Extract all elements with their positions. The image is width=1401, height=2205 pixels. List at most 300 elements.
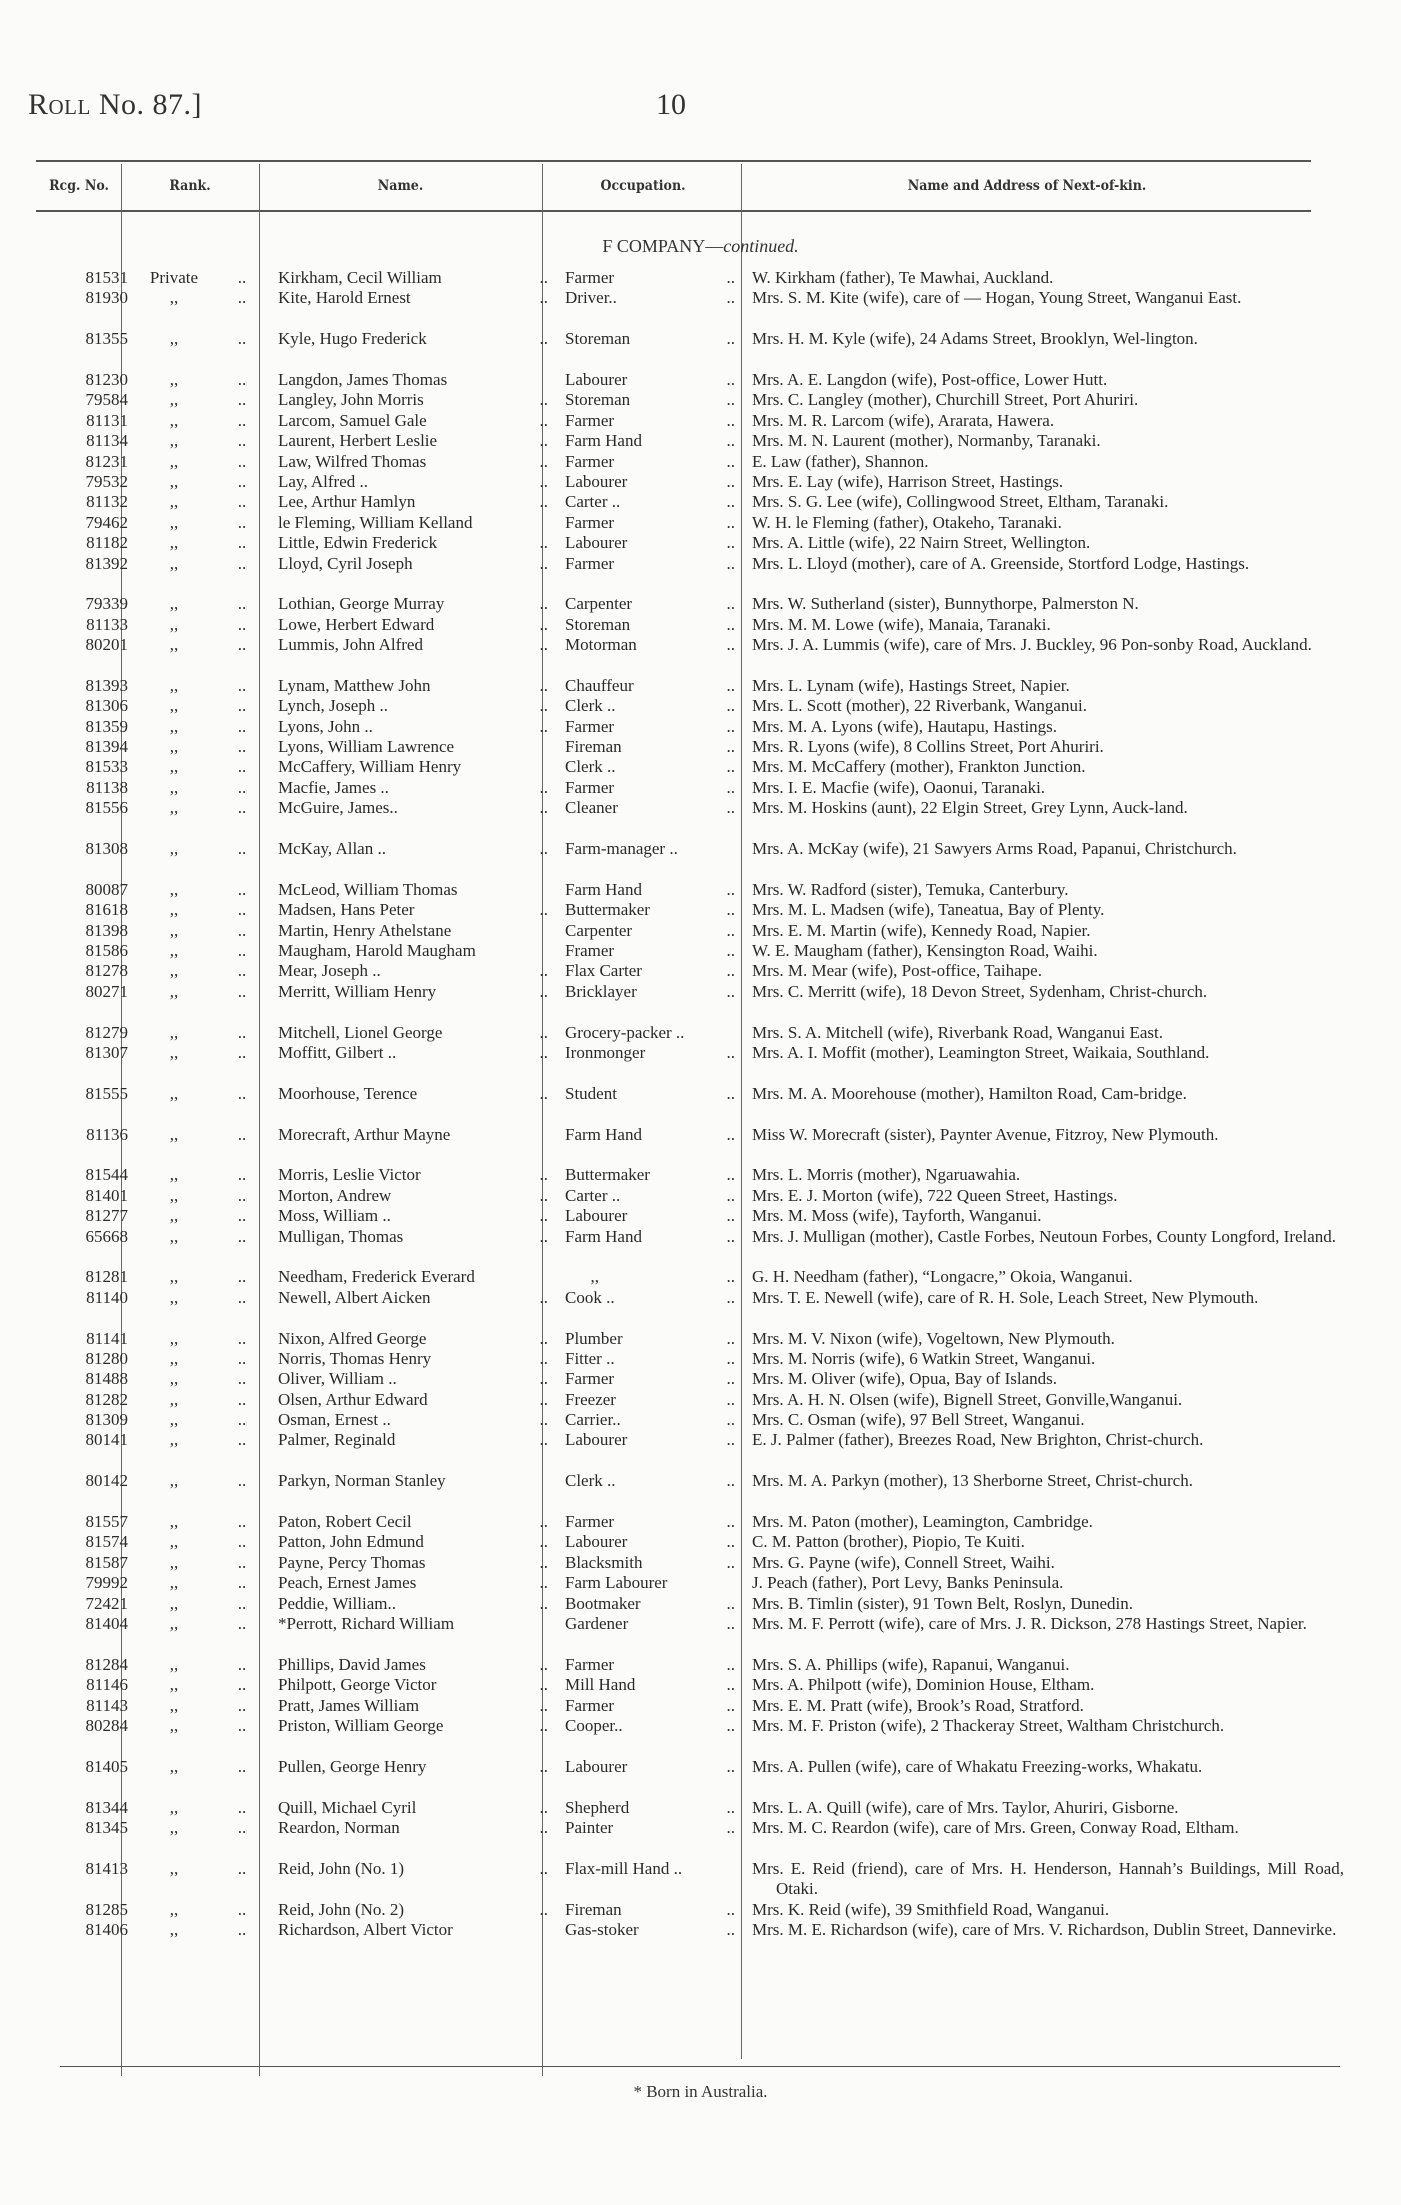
reg-number: 72421	[85, 1593, 128, 1613]
soldier-name: Lynam, Matthew John	[278, 675, 431, 695]
occupation: Cleaner	[565, 798, 618, 818]
reg-number: 81138	[86, 777, 128, 797]
soldier-name: Merritt, William Henry	[278, 981, 437, 1001]
name-leader-dots: ..	[539, 1083, 548, 1103]
rank-leader-dots: ..	[237, 268, 247, 287]
rank-leader-dots: ..	[237, 1410, 247, 1430]
occupation-leader-dots: ..	[726, 1532, 735, 1552]
next-of-kin-text: Mrs. A. H. N. Olsen (wife), Bignell Street, Gonville,Wanganui.	[752, 1389, 1183, 1409]
rank: ,,	[169, 1756, 179, 1776]
next-of-kin	[752, 1206, 1344, 1226]
next-of-kin	[752, 1410, 1344, 1430]
next-of-kin	[752, 1084, 1344, 1125]
soldier-name: Lyons, William Lawrence	[278, 737, 455, 757]
table-row	[0, 982, 1401, 1023]
occupation-leader-dots: ..	[726, 879, 735, 899]
occupation-leader-dots: ..	[726, 1817, 735, 1837]
soldier-name: Pullen, George Henry	[278, 1756, 427, 1776]
reg-number: 81231	[85, 451, 128, 471]
rank: ,,	[169, 635, 179, 655]
next-of-kin	[752, 390, 1344, 410]
rank: ,,	[169, 1267, 179, 1287]
name-leader-dots: ..	[539, 533, 548, 553]
occupation-leader-dots: ..	[726, 900, 735, 920]
occupation-leader-dots: ..	[726, 1083, 735, 1103]
occupation-leader-dots: ..	[726, 757, 735, 777]
occupation-leader-dots: ..	[726, 1369, 735, 1389]
occupation-leader-dots: ..	[726, 1756, 735, 1776]
occupation: Farm Hand	[565, 1124, 642, 1144]
occupation-leader-dots: ..	[726, 1165, 735, 1185]
rank: ,,	[169, 1512, 179, 1532]
next-of-kin	[752, 961, 1344, 981]
next-of-kin	[752, 1512, 1344, 1532]
roll-title	[28, 88, 202, 122]
occupation-leader-dots: ..	[726, 1206, 735, 1226]
soldier-name: Morris, Leslie Victor	[278, 1165, 421, 1185]
reg-number: 81136	[86, 1124, 128, 1144]
next-of-kin-text: W. Kirkham (father), Te Mawhai, Auckland.	[752, 268, 1054, 287]
rank: ,,	[169, 1797, 179, 1817]
name-leader-dots: ..	[539, 1552, 548, 1572]
occupation-leader-dots: ..	[726, 1593, 735, 1613]
name-leader-dots: ..	[539, 594, 548, 614]
occupation-leader-dots: ..	[726, 533, 735, 553]
table-row	[0, 1369, 1401, 1389]
soldier-name: Mulligan, Thomas	[278, 1226, 404, 1246]
rank: ,,	[169, 1328, 179, 1348]
table-bottom-rule	[60, 2066, 1340, 2067]
reg-number: 81555	[85, 1083, 128, 1103]
rank: ,,	[169, 1695, 179, 1715]
rank-leader-dots: ..	[237, 492, 247, 512]
next-of-kin-text: Mrs. W. Sutherland (sister), Bunnythorpe, Palmerston N.	[752, 594, 1139, 614]
table-row	[0, 1390, 1401, 1410]
reg-number: 81618	[85, 900, 128, 920]
reg-number: 81280	[85, 1348, 128, 1368]
soldier-name: Parkyn, Norman Stanley	[278, 1471, 446, 1491]
soldier-name: Madsen, Hans Peter	[278, 900, 415, 920]
next-of-kin	[752, 839, 1344, 880]
occupation-leader-dots: ..	[726, 268, 735, 287]
next-of-kin	[752, 921, 1344, 941]
table-row	[0, 1165, 1401, 1185]
next-of-kin	[752, 941, 1344, 961]
reg-number: 81488	[85, 1369, 128, 1389]
rank-leader-dots: ..	[237, 1675, 247, 1695]
occupation: Farm Hand	[565, 1226, 642, 1246]
next-of-kin	[752, 370, 1344, 390]
occupation: Bricklayer	[565, 981, 637, 1001]
table-row	[0, 1267, 1401, 1287]
table-row	[0, 390, 1401, 410]
occupation: ,,	[565, 1267, 599, 1287]
next-of-kin-text: Mrs. A. I. Moffit (mother), Leamington Street, Waikaia, Southland.	[752, 1042, 1210, 1062]
occupation: Farmer	[565, 451, 615, 471]
table-row	[0, 717, 1401, 737]
soldier-name: Morecraft, Arthur Mayne	[278, 1124, 451, 1144]
next-of-kin-text: Mrs. S. G. Lee (wife), Collingwood Street, Eltham, Taranaki.	[752, 492, 1169, 512]
soldier-name: Morton, Andrew	[278, 1185, 392, 1205]
reg-number: 81282	[85, 1389, 128, 1409]
table-row	[0, 1594, 1401, 1614]
rank: ,,	[169, 369, 179, 389]
next-of-kin-text: Mrs. H. M. Kyle (wife), 24 Adams Street, Brooklyn, Wel-lington.	[752, 329, 1198, 349]
reg-number: 81182	[86, 533, 128, 553]
occupation: Fireman	[565, 1899, 622, 1919]
reg-number: 81141	[86, 1328, 128, 1348]
next-of-kin	[752, 1430, 1344, 1471]
next-of-kin	[752, 268, 1344, 288]
rank-leader-dots: ..	[237, 900, 247, 920]
next-of-kin-text: Mrs. M. A. Moorehouse (mother), Hamilton Road, Cam-bridge.	[752, 1083, 1187, 1103]
table-row	[0, 1125, 1401, 1166]
rank: ,,	[169, 431, 179, 451]
rank-leader-dots: ..	[237, 614, 247, 634]
occupation: Carrier..	[565, 1410, 621, 1430]
rank-leader-dots: ..	[237, 1573, 247, 1593]
reg-number: 81278	[85, 961, 128, 981]
rank-leader-dots: ..	[237, 839, 247, 859]
name-leader-dots: ..	[539, 288, 548, 308]
header-rank: Rank.	[169, 178, 211, 194]
table-row	[0, 961, 1401, 981]
name-leader-dots: ..	[539, 492, 548, 512]
next-of-kin	[752, 1594, 1344, 1614]
rank-leader-dots: ..	[237, 1348, 247, 1368]
table-row	[0, 1920, 1401, 1961]
soldier-name: Mitchell, Lionel George	[278, 1022, 443, 1042]
occupation-leader-dots: ..	[726, 981, 735, 1001]
rank: ,,	[169, 1042, 179, 1062]
soldier-name: Payne, Percy Thomas	[278, 1552, 426, 1572]
occupation: Farmer	[565, 268, 615, 287]
occupation-leader-dots: ..	[726, 1654, 735, 1674]
table-row	[0, 696, 1401, 716]
soldier-name: Olsen, Arthur Edward	[278, 1389, 428, 1409]
table-row	[0, 594, 1401, 614]
occupation: Flax Carter	[565, 961, 642, 981]
occupation-leader-dots: ..	[726, 675, 735, 695]
next-of-kin-text: Mrs. E. Reid (friend), care of Mrs. H. Henderson, Hannah’s Buildings, Mill Road, Otaki.	[752, 1858, 1344, 1899]
next-of-kin	[752, 1818, 1344, 1859]
next-of-kin-text: Mrs. E. Lay (wife), Harrison Street, Hastings.	[752, 471, 1064, 491]
next-of-kin-text: Mrs. M. F. Perrott (wife), care of Mrs. J. R. Dickson, 278 Hastings Street, Napier.	[752, 1614, 1307, 1633]
rank-leader-dots: ..	[237, 369, 247, 389]
soldier-name: Moss, William ..	[278, 1206, 391, 1226]
next-of-kin-text: Mrs. M. A. Lyons (wife), Hautapu, Hastings.	[752, 716, 1058, 736]
name-leader-dots: ..	[539, 1858, 548, 1878]
occupation: Chauffeur	[565, 675, 634, 695]
rank: ,,	[169, 716, 179, 736]
table-row	[0, 370, 1401, 390]
next-of-kin-text: Mrs. A. Pullen (wife), care of Whakatu Freezing-works, Whakatu.	[752, 1756, 1203, 1776]
table-row	[0, 431, 1401, 451]
table-row	[0, 1859, 1401, 1900]
occupation-leader-dots: ..	[726, 1287, 735, 1307]
occupation: Storeman	[565, 329, 631, 349]
table-row	[0, 329, 1401, 370]
reg-number: 81404	[85, 1614, 128, 1633]
reg-number: 81309	[85, 1410, 128, 1430]
occupation-leader-dots: ..	[726, 961, 735, 981]
rank-leader-dots: ..	[237, 1797, 247, 1817]
reg-number: 81587	[85, 1552, 128, 1572]
next-of-kin	[752, 329, 1344, 370]
table-row	[0, 757, 1401, 777]
next-of-kin-text: Miss W. Morecraft (sister), Paynter Avenue, Fitzroy, New Plymouth.	[752, 1124, 1219, 1144]
occupation: Farm Hand	[565, 431, 642, 451]
table-row	[0, 737, 1401, 757]
next-of-kin-text: J. Peach (father), Port Levy, Banks Peninsula.	[752, 1573, 1064, 1593]
rank: ,,	[169, 777, 179, 797]
table-row	[0, 676, 1401, 696]
soldier-name: Reid, John (No. 2)	[278, 1899, 405, 1919]
rank-leader-dots: ..	[237, 696, 247, 716]
occupation-leader-dots: ..	[726, 635, 735, 655]
reg-number: 81284	[85, 1654, 128, 1674]
rank-leader-dots: ..	[237, 1042, 247, 1062]
occupation: Fitter ..	[565, 1348, 615, 1368]
next-of-kin-text: Mrs. M. L. Madsen (wife), Taneatua, Bay of Plenty.	[752, 900, 1105, 920]
occupation-leader-dots: ..	[726, 1226, 735, 1246]
name-leader-dots: ..	[539, 1042, 548, 1062]
rank: ,,	[169, 737, 179, 757]
next-of-kin-text: Mrs. L. Lloyd (mother), care of A. Greenside, Stortford Lodge, Hastings.	[752, 553, 1250, 573]
reg-number: 81140	[86, 1287, 128, 1307]
occupation-leader-dots: ..	[726, 471, 735, 491]
table-row	[0, 900, 1401, 920]
next-of-kin	[752, 1023, 1344, 1043]
table-row	[0, 1675, 1401, 1695]
rank-leader-dots: ..	[237, 1328, 247, 1348]
occupation: Farmer	[565, 777, 615, 797]
occupation-leader-dots: ..	[726, 1471, 735, 1491]
next-of-kin-text: Mrs. B. Timlin (sister), 91 Town Belt, Roslyn, Dunedin.	[752, 1593, 1134, 1613]
next-of-kin	[752, 1227, 1344, 1268]
occupation-leader-dots: ..	[726, 1328, 735, 1348]
rank: ,,	[169, 1654, 179, 1674]
soldier-name: Kite, Harold Ernest	[278, 288, 411, 308]
name-leader-dots: ..	[539, 1369, 548, 1389]
name-leader-dots: ..	[539, 900, 548, 920]
next-of-kin-text: Mrs. M. N. Laurent (mother), Normanby, Taranaki.	[752, 431, 1101, 451]
reg-number: 81533	[85, 757, 128, 777]
occupation: Fireman	[565, 737, 622, 757]
next-of-kin	[752, 615, 1344, 635]
name-leader-dots: ..	[539, 410, 548, 430]
rank-leader-dots: ..	[237, 553, 247, 573]
rank: ,,	[169, 961, 179, 981]
name-leader-dots: ..	[539, 1675, 548, 1695]
occupation: Labourer	[565, 1206, 628, 1226]
rank-leader-dots: ..	[237, 675, 247, 695]
soldier-name: Reardon, Norman	[278, 1817, 400, 1837]
occupation: Gardener	[565, 1614, 629, 1633]
occupation: Motorman	[565, 635, 637, 655]
rank: ,,	[169, 1410, 179, 1430]
reg-number: 79339	[85, 594, 128, 614]
reg-number: 80201	[85, 635, 128, 655]
table-row	[0, 1023, 1401, 1043]
next-of-kin	[752, 492, 1344, 512]
soldier-name: Paton, Robert Cecil	[278, 1512, 412, 1532]
name-leader-dots: ..	[539, 553, 548, 573]
occupation: Freezer	[565, 1389, 616, 1409]
rank: ,,	[169, 1165, 179, 1185]
occupation: Grocery-packer ..	[565, 1022, 685, 1042]
rank: ,,	[169, 1083, 179, 1103]
next-of-kin-text: Mrs. C. Merritt (wife), 18 Devon Street, Sydenham, Christ-church.	[752, 981, 1208, 1001]
occupation: Carpenter	[565, 594, 633, 614]
next-of-kin-text: C. M. Patton (brother), Piopio, Te Kuiti.	[752, 1532, 1025, 1552]
name-leader-dots: ..	[539, 1817, 548, 1837]
table-row	[0, 268, 1401, 288]
occupation-leader-dots: ..	[726, 1899, 735, 1919]
reg-number: 81398	[85, 920, 128, 940]
rank-leader-dots: ..	[237, 1512, 247, 1532]
name-leader-dots: ..	[539, 1430, 548, 1450]
section-title-text: F COMPANY—	[602, 236, 724, 256]
table-row	[0, 1900, 1401, 1920]
rank: ,,	[169, 696, 179, 716]
next-of-kin-text: Mrs. A. E. Langdon (wife), Post-office, Lower Hutt.	[752, 369, 1108, 389]
occupation: Buttermaker	[565, 900, 650, 920]
occupation: Labourer	[565, 1756, 628, 1776]
next-of-kin-text: Mrs. M. Mear (wife), Post-office, Taihape.	[752, 961, 1042, 981]
rank: ,,	[169, 1532, 179, 1552]
rank: ,,	[169, 1675, 179, 1695]
reg-number: 81930	[85, 288, 128, 308]
occupation: Flax-mill Hand ..	[565, 1858, 683, 1878]
soldier-name: Kirkham, Cecil William	[278, 268, 442, 287]
soldier-name: McKay, Allan ..	[278, 839, 386, 859]
next-of-kin-text: E. J. Palmer (father), Breezes Road, New Brighton, Christ-church.	[752, 1430, 1204, 1450]
reg-number: 81306	[85, 696, 128, 716]
rank-leader-dots: ..	[237, 961, 247, 981]
name-leader-dots: ..	[539, 451, 548, 471]
rank-leader-dots: ..	[237, 1715, 247, 1735]
soldier-name: Lummis, John Alfred	[278, 635, 423, 655]
table-row	[0, 615, 1401, 635]
next-of-kin-text: Mrs. M. Moss (wife), Tayforth, Wanganui.	[752, 1206, 1042, 1226]
occupation: Farmer	[565, 716, 615, 736]
next-of-kin-text: Mrs. M. R. Larcom (wife), Ararata, Hawera.	[752, 410, 1055, 430]
soldier-name: Maugham, Harold Maugham	[278, 940, 476, 960]
soldier-name: Law, Wilfred Thomas	[278, 451, 427, 471]
name-leader-dots: ..	[539, 1573, 548, 1593]
rank-leader-dots: ..	[237, 1858, 247, 1878]
reg-number: 81308	[85, 839, 128, 859]
rank: ,,	[169, 1348, 179, 1368]
occupation-leader-dots: ..	[726, 431, 735, 451]
rank: ,,	[169, 1899, 179, 1919]
reg-number: 81281	[85, 1267, 128, 1287]
soldier-name: Lay, Alfred ..	[278, 471, 369, 491]
rank-leader-dots: ..	[237, 1817, 247, 1837]
name-leader-dots: ..	[539, 1206, 548, 1226]
next-of-kin	[752, 1288, 1344, 1329]
rank: ,,	[169, 329, 179, 349]
soldier-name: Langdon, James Thomas	[278, 369, 448, 389]
next-of-kin	[752, 1655, 1344, 1675]
soldier-name: Lyons, John ..	[278, 716, 373, 736]
soldier-name: Lothian, George Murray	[278, 594, 445, 614]
occupation-leader-dots: ..	[726, 329, 735, 349]
soldier-name: Phillips, David James	[278, 1654, 426, 1674]
next-of-kin-text: G. H. Needham (father), “Longacre,” Okoia, Wanganui.	[752, 1267, 1133, 1287]
next-of-kin	[752, 513, 1344, 533]
next-of-kin	[752, 431, 1344, 451]
rank-leader-dots: ..	[237, 1185, 247, 1205]
rank-leader-dots: ..	[237, 451, 247, 471]
table-row	[0, 839, 1401, 880]
occupation-leader-dots: ..	[726, 410, 735, 430]
next-of-kin-text: Mrs. A. McKay (wife), 21 Sawyers Arms Road, Papanui, Christchurch.	[752, 839, 1237, 859]
next-of-kin	[752, 594, 1344, 614]
occupation-leader-dots: ..	[726, 1185, 735, 1205]
rank-leader-dots: ..	[237, 879, 247, 899]
rank: ,,	[169, 553, 179, 573]
name-leader-dots: ..	[539, 961, 548, 981]
next-of-kin	[752, 1390, 1344, 1410]
rank-leader-dots: ..	[237, 635, 247, 655]
occupation-leader-dots: ..	[726, 1512, 735, 1532]
next-of-kin-text: Mrs. A. Little (wife), 22 Nairn Street, Wellington.	[752, 533, 1091, 553]
name-leader-dots: ..	[539, 431, 548, 451]
next-of-kin-text: Mrs. J. A. Lummis (wife), care of Mrs. J. Buckley, 96 Pon-sonby Road, Auckland.	[752, 635, 1312, 655]
occupation: Cooper..	[565, 1715, 623, 1735]
next-of-kin-text: Mrs. R. Lyons (wife), 8 Collins Street, Port Ahuriri.	[752, 737, 1104, 757]
name-leader-dots: ..	[539, 1756, 548, 1776]
soldier-name: Patton, John Edmund	[278, 1532, 424, 1552]
soldier-name: Palmer, Reginald	[278, 1430, 396, 1450]
table-row	[0, 1532, 1401, 1552]
rank: ,,	[169, 471, 179, 491]
occupation: Farmer	[565, 1512, 615, 1532]
soldier-name: Osman, Ernest ..	[278, 1410, 391, 1430]
name-leader-dots: ..	[539, 1410, 548, 1430]
reg-number: 80087	[85, 879, 128, 899]
occupation-leader-dots: ..	[726, 1410, 735, 1430]
roll-entries	[0, 268, 1401, 1961]
next-of-kin	[752, 411, 1344, 431]
occupation-leader-dots: ..	[726, 1919, 735, 1939]
next-of-kin-text: Mrs. M. V. Nixon (wife), Vogeltown, New Plymouth.	[752, 1328, 1115, 1348]
table-row	[0, 1818, 1401, 1859]
next-of-kin	[752, 757, 1344, 777]
soldier-name: Oliver, William ..	[278, 1369, 397, 1389]
table-row	[0, 778, 1401, 798]
rank: ,,	[169, 1471, 179, 1491]
rank: ,,	[169, 675, 179, 695]
footnote: * Born in Australia.	[633, 2082, 768, 2101]
occupation: Farm Hand	[565, 879, 642, 899]
rank-leader-dots: ..	[237, 1614, 247, 1633]
name-leader-dots: ..	[539, 1532, 548, 1552]
table-row	[0, 1471, 1401, 1512]
next-of-kin	[752, 880, 1344, 900]
next-of-kin	[752, 288, 1344, 329]
soldier-name: Kyle, Hugo Frederick	[278, 329, 427, 349]
rank-leader-dots: ..	[237, 920, 247, 940]
next-of-kin	[752, 676, 1344, 696]
rank: ,,	[169, 798, 179, 818]
reg-number: 80141	[85, 1430, 128, 1450]
reg-number: 65668	[85, 1226, 128, 1246]
soldier-name: Moorhouse, Terence	[278, 1083, 418, 1103]
next-of-kin-text: Mrs. J. Mulligan (mother), Castle Forbes, Neutoun Forbes, County Longford, Ireland.	[752, 1226, 1337, 1246]
